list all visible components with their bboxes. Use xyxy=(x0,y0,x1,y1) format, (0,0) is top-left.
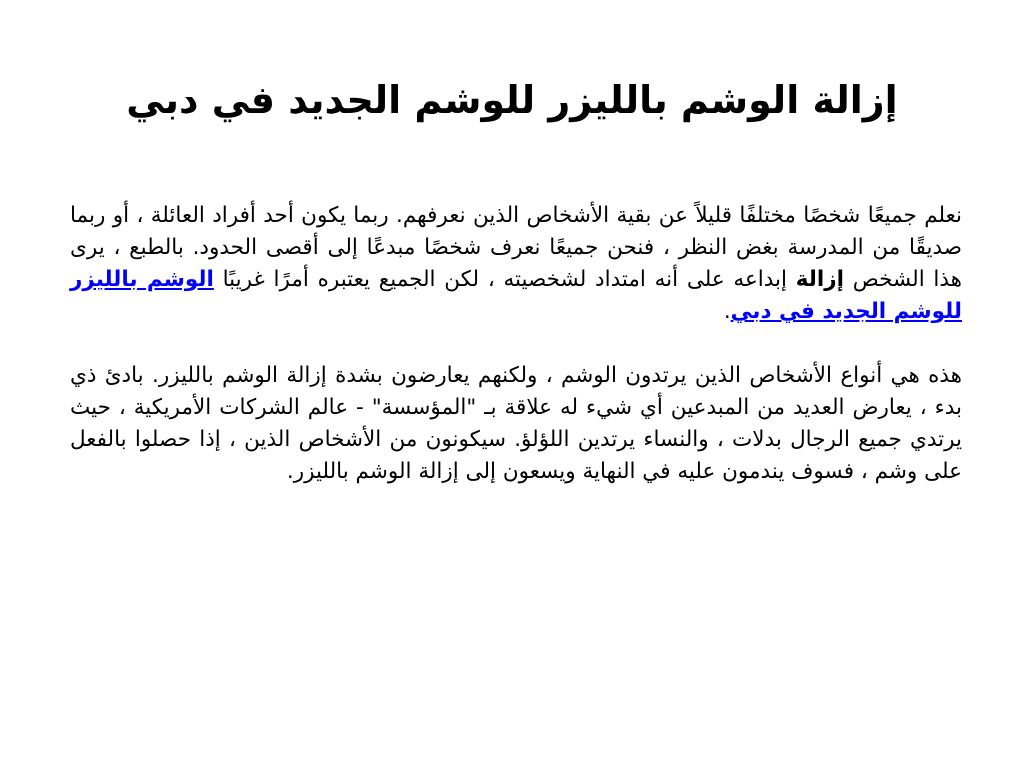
paragraph-2: هذه هي أنواع الأشخاص الذين يرتدون الوشم ، ولكنهم يعارضون بشدة إزالة الوشم بالليزر. بادئ ذي بدء ، يعارض العديد من المبدعين أي شيء له علاقة بـ "المؤسسة" - عالم الشركات الأمريكية ، حيث يرتدي جميع الرجال بدلات ، والنساء يرتدين اللؤلؤ. سيكونون من الأشخاص الذين ، إذا حصلوا بالفعل على وشم ، فسوف يندمون عليه في النهاية ويسعون إلى إزالة الوشم بالليزر. xyxy=(70,363,962,484)
paragraph-1-text-after: . xyxy=(723,299,731,324)
tattoo-removal-link[interactable]: الوشم بالليزر للوشم الجديد في دبي xyxy=(70,267,962,324)
paragraph-1 xyxy=(70,200,962,328)
paragraph-1-text-middle: إبداعه على أنه امتداد لشخصيته ، لكن الجميع يعتبره أمرًا غريبًا xyxy=(213,267,796,292)
paragraph-1-text-before: نعلم جميعًا شخصًا مختلفًا قليلاً عن بقية الأشخاص الذين نعرفهم. ربما يكون أحد أفراد العائلة ، أو ربما صديقًا من المدرسة بغض النظر ، فنحن جميعًا نعرف شخصًا مبدعًا إلى أقصى الحدود. بالطبع ، يرى هذا الشخص xyxy=(70,203,963,292)
paragraph-1-bold-word: إزالة xyxy=(795,267,844,292)
slide-title: إزالة الوشم بالليزر للوشم الجديد في دبي xyxy=(126,78,898,122)
slide-body xyxy=(70,200,962,520)
